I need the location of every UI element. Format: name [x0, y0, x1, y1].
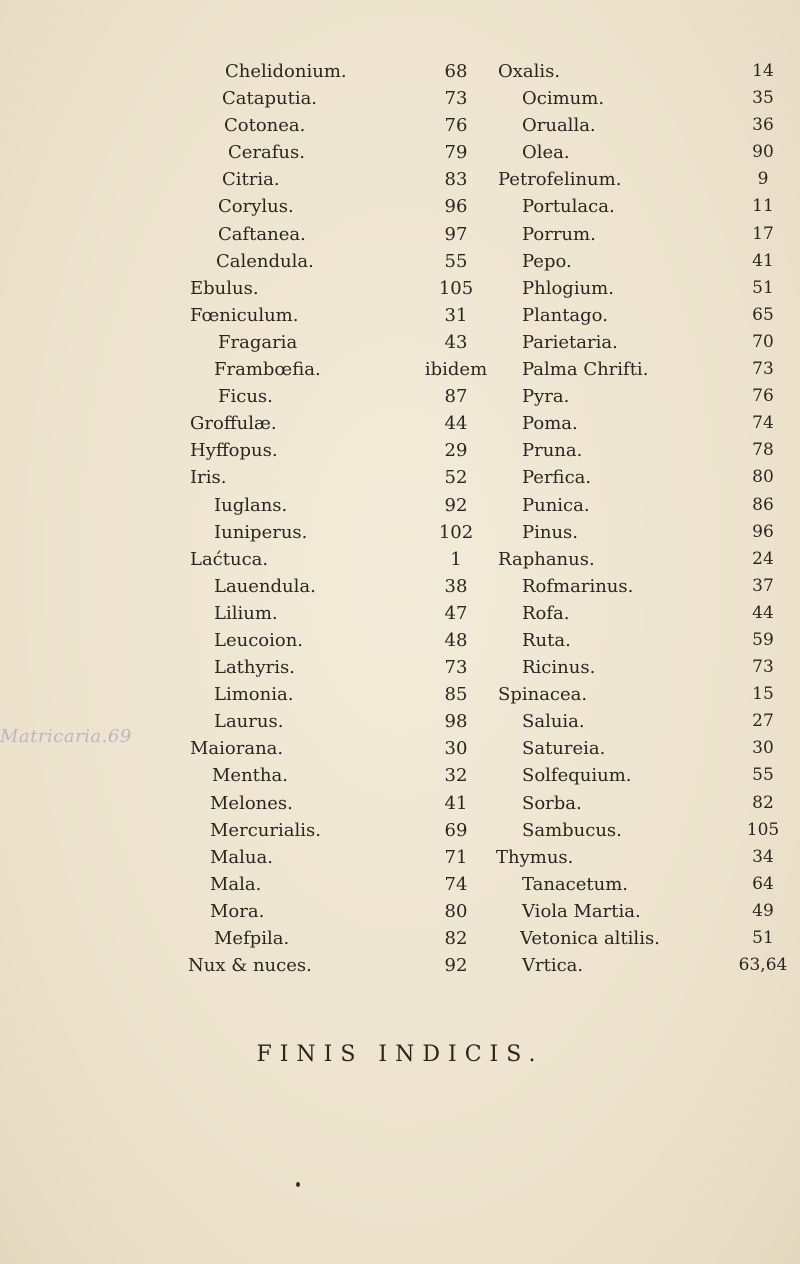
- entry-page-number: 96: [752, 521, 774, 542]
- entry-name: Oxalis.: [498, 61, 561, 82]
- entry-name: Ricinus.: [522, 657, 596, 679]
- entry-page-number: 11: [752, 196, 774, 217]
- entry-name: Solfequium.: [522, 765, 632, 787]
- entry-page-number: 15: [752, 684, 774, 705]
- index-entry: [0, 546, 800, 573]
- entry-page-number: 47: [444, 602, 468, 624]
- entry-page-number: 34: [752, 846, 774, 867]
- entry-page-number: 64: [752, 873, 774, 894]
- entry-page-number: 76: [752, 386, 774, 407]
- entry-page-number: 92: [444, 494, 468, 516]
- entry-name: Iuglans.: [214, 494, 288, 516]
- entry-name: Mala.: [210, 873, 262, 895]
- index-entry: [0, 952, 800, 979]
- index-entry: [0, 383, 800, 410]
- entry-name: Nux & nuces.: [188, 955, 312, 977]
- entry-page-number: 30: [444, 738, 468, 760]
- index-entry: [0, 600, 800, 627]
- entry-page-number: 41: [444, 792, 468, 814]
- entry-name: Cataputia.: [222, 88, 318, 110]
- entry-name: Groffulæ.: [190, 413, 277, 435]
- entry-name: Satureia.: [522, 738, 606, 760]
- entry-page-number: 17: [752, 223, 774, 244]
- entry-name: Fragaria: [218, 331, 298, 353]
- entry-page-number: 85: [444, 684, 468, 706]
- entry-name: Petrofelinum.: [498, 169, 622, 191]
- index-entry: [0, 681, 800, 708]
- entry-page-number: 90: [752, 142, 774, 163]
- entry-page-number: 73: [444, 88, 468, 110]
- entry-page-number: 74: [752, 413, 774, 434]
- entry-name: Laćtuca.: [190, 548, 269, 570]
- entry-name: Ficus.: [218, 386, 273, 408]
- entry-page-number: 73: [444, 657, 468, 679]
- entry-name: Cotonea.: [224, 115, 306, 137]
- entry-name: Maiorana.: [190, 738, 284, 760]
- entry-page-number: 51: [752, 928, 774, 948]
- entry-page-number: 27: [752, 711, 774, 732]
- entry-name: Limonia.: [214, 684, 294, 706]
- entry-name: Pinus.: [522, 521, 579, 543]
- entry-name: Lauendula.: [214, 575, 316, 597]
- entry-name: Corylus.: [218, 196, 294, 218]
- index-entry: [0, 248, 800, 275]
- entry-page-number: 83: [444, 169, 468, 191]
- entry-name: Sorba.: [522, 792, 582, 814]
- entry-page-number: 82: [752, 792, 774, 813]
- index-entry: [0, 302, 800, 329]
- entry-name: Viola Martia.: [522, 900, 641, 922]
- entry-name: Hyffopus.: [190, 440, 278, 462]
- index-entry: [0, 410, 800, 437]
- entry-page-number: 102: [438, 521, 474, 543]
- entry-name: Malua.: [210, 846, 273, 868]
- entry-name: Chelidonium.: [225, 61, 347, 82]
- entry-page-number: 29: [444, 440, 468, 462]
- index-entry: [0, 627, 800, 654]
- entry-page-number: 63,64: [738, 955, 788, 976]
- entry-name: Pyra.: [522, 386, 570, 408]
- entry-name: Pruna.: [522, 440, 583, 462]
- entry-page-number: 52: [444, 467, 468, 489]
- entry-page-number: 86: [752, 494, 774, 515]
- index-entry: [0, 790, 800, 817]
- entry-name: Laurus.: [214, 711, 284, 733]
- entry-name: Pepo.: [522, 250, 572, 272]
- entry-page-number: 82: [444, 928, 468, 949]
- entry-name: Calendula.: [216, 250, 314, 272]
- entry-name: Saluia.: [522, 711, 585, 733]
- entry-name: Ocimum.: [522, 88, 605, 110]
- index-entry: [0, 139, 800, 166]
- entry-name: Punica.: [522, 494, 590, 516]
- entry-name: Ruta.: [522, 629, 571, 651]
- entry-page-number: 68: [444, 61, 468, 82]
- entry-name: Rofa.: [522, 602, 570, 624]
- entry-name: Phlogium.: [522, 277, 614, 299]
- index-entry: [0, 437, 800, 464]
- index-entry: [0, 221, 800, 248]
- entry-name: Ebulus.: [190, 277, 259, 299]
- entry-name: Melones.: [210, 792, 293, 814]
- entry-page-number: 74: [444, 873, 468, 895]
- index-entry: [0, 492, 800, 519]
- entry-name: Olea.: [522, 142, 570, 164]
- entry-page-number: 43: [444, 331, 468, 353]
- entry-page-number: 49: [752, 900, 774, 921]
- entry-name: Lathyris.: [214, 657, 295, 679]
- entry-page-number: 59: [752, 629, 774, 650]
- entry-page-number: 92: [444, 955, 468, 977]
- entry-name: Mefpila.: [214, 928, 290, 949]
- entry-page-number: 38: [444, 575, 468, 597]
- index-column-right: [0, 58, 800, 979]
- entry-page-number: 76: [444, 115, 468, 137]
- entry-page-number: 98: [444, 711, 468, 733]
- entry-name: Mora.: [210, 900, 265, 922]
- entry-name: Spinacea.: [498, 684, 588, 706]
- ink-dot: [296, 1182, 300, 1187]
- entry-page-number: 36: [752, 115, 774, 136]
- entry-page-number: 80: [752, 467, 774, 488]
- entry-name: Plantago.: [522, 304, 608, 326]
- entry-name: Tanacetum.: [522, 873, 629, 895]
- entry-page-number: 80: [444, 900, 468, 922]
- index-entry: [0, 112, 800, 139]
- entry-name: Fœniculum.: [190, 304, 299, 326]
- entry-page-number: 105: [438, 277, 474, 299]
- entry-page-number: 32: [444, 765, 468, 787]
- entry-page-number: 65: [752, 304, 774, 325]
- entry-page-number: 70: [752, 331, 774, 352]
- entry-page-number: 51: [752, 277, 774, 298]
- index-entry: [0, 898, 800, 925]
- entry-name: Vetonica altilis.: [520, 928, 660, 949]
- entry-page-number: 9: [757, 169, 769, 190]
- entry-page-number: 73: [752, 359, 774, 380]
- entry-name: Sambucus.: [522, 819, 622, 841]
- entry-page-number: 35: [752, 88, 774, 109]
- entry-name: Poma.: [522, 413, 578, 435]
- entry-name: Orualla.: [522, 115, 596, 137]
- index-entry: [0, 573, 800, 600]
- index-entry: [0, 871, 800, 898]
- entry-page-number: 44: [444, 413, 468, 435]
- index-entry: [0, 329, 800, 356]
- index-entry: [0, 762, 800, 789]
- entry-page-number: 30: [752, 738, 774, 759]
- finis-indicis: FINIS INDICIS.: [256, 1042, 544, 1067]
- entry-name: Mercurialis.: [210, 819, 321, 841]
- entry-page-number: 69: [444, 819, 468, 841]
- entry-name: Raphanus.: [498, 548, 595, 570]
- entry-page-number: 37: [752, 575, 774, 596]
- index-entry: [0, 85, 800, 112]
- handwritten-margin-note: Matricaria.69: [0, 726, 132, 747]
- index-entry: [0, 193, 800, 220]
- index-entry: [0, 58, 800, 85]
- entry-name: Thymus.: [496, 846, 574, 868]
- entry-name: Frambœfia.: [214, 359, 321, 381]
- entry-page-number: 78: [752, 440, 774, 461]
- entry-page-number: 41: [752, 250, 774, 271]
- index-entry: [0, 166, 800, 193]
- entry-name: Mentha.: [212, 765, 288, 787]
- entry-name: Iris.: [190, 467, 227, 489]
- entry-page-number: 96: [444, 196, 468, 218]
- entry-name: Palma Chrifti.: [522, 359, 649, 381]
- index-entry: [0, 925, 800, 952]
- index-entry: [0, 464, 800, 491]
- entry-page-number: 55: [444, 250, 468, 272]
- entry-page-number: 1: [450, 548, 462, 570]
- entry-page-number: 14: [752, 61, 774, 81]
- index-entry: [0, 356, 800, 383]
- entry-page-number: 48: [444, 629, 468, 651]
- entry-name: Caftanea.: [218, 223, 306, 245]
- entry-name: Vrtica.: [522, 955, 584, 977]
- entry-name: Citria.: [222, 169, 280, 191]
- entry-page-number: 73: [752, 657, 774, 678]
- entry-name: Lilium.: [214, 602, 278, 624]
- entry-page-number: ibidem: [424, 359, 488, 381]
- index-entry: [0, 844, 800, 871]
- index-entry: [0, 275, 800, 302]
- entry-page-number: 97: [444, 223, 468, 245]
- index-entry: [0, 519, 800, 546]
- entry-name: Parietaria.: [522, 331, 618, 353]
- entry-name: Perfica.: [522, 467, 592, 489]
- entry-name: Cerafus.: [228, 142, 305, 164]
- entry-page-number: 31: [444, 304, 468, 326]
- entry-page-number: 79: [444, 142, 468, 164]
- index-entry: [0, 817, 800, 844]
- entry-name: Porrum.: [522, 223, 596, 245]
- entry-page-number: 24: [752, 548, 774, 569]
- entry-name: Portulaca.: [522, 196, 615, 218]
- entry-name: Iuniperus.: [214, 521, 308, 543]
- entry-page-number: 87: [444, 386, 468, 408]
- entry-page-number: 71: [444, 846, 468, 868]
- entry-page-number: 105: [746, 819, 780, 840]
- entry-name: Rofmarinus.: [522, 575, 634, 597]
- entry-page-number: 55: [752, 765, 774, 786]
- index-entry: [0, 654, 800, 681]
- entry-page-number: 44: [752, 602, 774, 623]
- entry-name: Leucoion.: [214, 629, 304, 651]
